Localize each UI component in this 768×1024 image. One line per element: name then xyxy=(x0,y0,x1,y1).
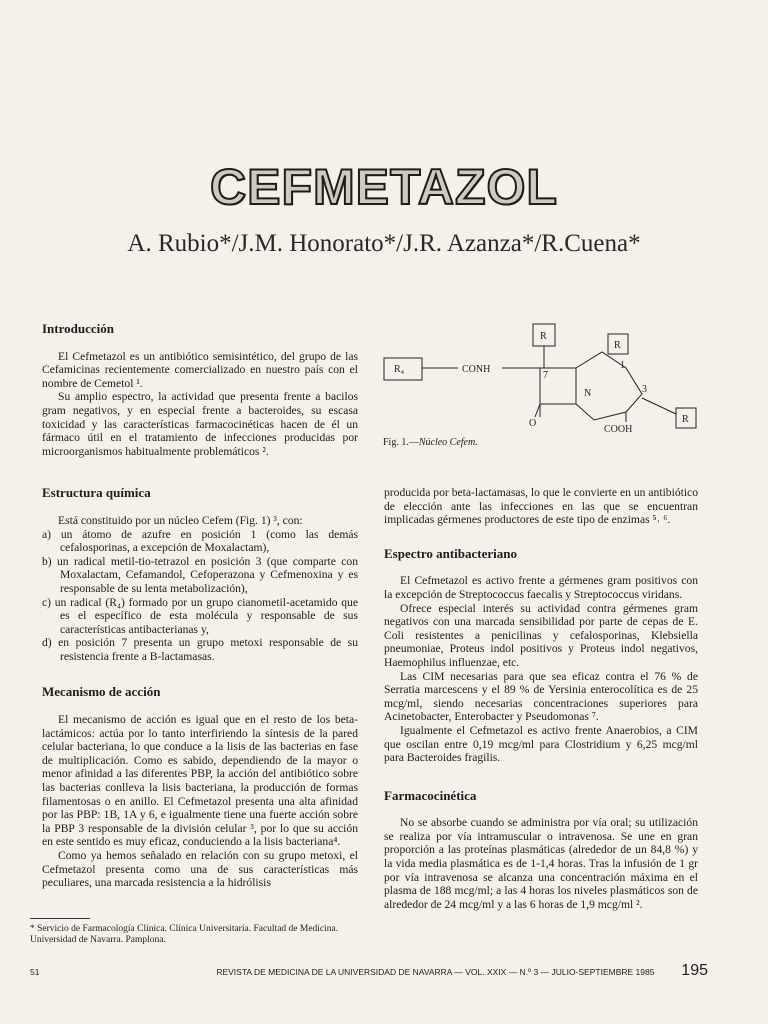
footnote-rule xyxy=(30,918,90,919)
espectro-paragraph: El Cefmetazol es activo frente a gérmenes gram positivos con la excepción de Streptococcus faecalis y Streptococcus viridans. xyxy=(384,574,698,601)
journal-line: REVISTA DE MEDICINA DE LA UNIVERSIDAD DE NAVARRA — VOL. XXIX — N.º 3 — JULIO-SEPTIEMBRE 1985 xyxy=(216,967,655,977)
continuation-paragraph: producida por beta-lactamasas, lo que le convierte en un antibiótico de elección ante las infecciones en las que se encuentran implicadas gérmenes productores de este tipo de enzimas ⁵˒ ⁶. xyxy=(384,486,698,527)
r-bottom-label: R xyxy=(682,414,689,425)
position-7-label: 7 xyxy=(543,370,548,381)
espectro-paragraph: Las CIM necesarias para que sea eficaz contra el 76 % de Serratia marcescens y el 89 % de Yersinia enterocolítica es de 25 mcg/ml, siendo necesarias concentraciones superiores para Acinetobacter, Enterobacter y Pseudomonas ⁷. xyxy=(384,669,698,724)
intro-heading: Introducción xyxy=(42,321,114,336)
right-column xyxy=(384,486,698,911)
dihydrothiazine-ring xyxy=(576,352,642,420)
estructura-list xyxy=(42,528,358,664)
figure-caption xyxy=(383,437,478,448)
mecanismo-heading: Mecanismo de acción xyxy=(42,684,161,700)
espectro-paragraph: Igualmente el Cefmetazol es activo frente Anaerobios, a CIM que oscilan entre 0,19 mcg/ml para Clostridium y 6,25 mcg/ml para Bacteroides fragilis. xyxy=(384,723,698,765)
list-item: c) un radical (R₄) formado por un grupo cianometil-acetamido que es el específico de esta molécula y responsable de sus características antibacterianas y, xyxy=(42,595,358,636)
left-column xyxy=(42,322,358,890)
oxygen-label: O xyxy=(529,418,537,429)
figure-caption-number: Fig. 1.— xyxy=(383,437,419,448)
r-top-label: R xyxy=(540,331,547,342)
footnote-text: * Servicio de Farmacología Clínica. Clínica Universitaria. Facultad de Medicina. Universidad de Navarra. Pamplona. xyxy=(30,924,339,945)
figure-caption-text: Núcleo Cefem. xyxy=(418,437,478,448)
conh-label: CONH xyxy=(462,364,491,375)
position-3-label: 3 xyxy=(642,384,647,395)
article-authors: A. Rubio*/J.M. Honorato*/J.R. Azanza*/R.Cuena* xyxy=(127,230,641,257)
mecanismo-paragraph: Como ya hemos señalado en relación con su grupo metoxi, el Cefmetazol presenta como una de sus características más peculiares, una marcada resistencia a la hidrólisis xyxy=(42,849,358,890)
page-footer xyxy=(30,962,708,980)
farmacocinetica-paragraph: No se absorbe cuando se administra por vía oral; su utilización se realiza por vía intramuscular o intravenosa. Se une en gran proporción a las proteínas plasmáticas (alrededor de un 84,8 %) y la vida media plasmática es de 1-1,4 horas. Tras la infusión de 1 gr por vía intravenosa se alcanza una concentración máxima en el plasma de 188 mcg/ml; a las 4 horas los niveles plasmáticos son de alrededor de 24 mcg/ml y a las 6 horas de 1,9 mcg/ml ². xyxy=(384,816,698,911)
list-item: b) un radical metil-tio-tetrazol en posición 3 (que comparte con Moxalactam, Cefamandol, Cefoperazona y Cefmenoxina y es responsable de su lenta metabolización), xyxy=(42,554,358,595)
bond xyxy=(642,398,676,414)
list-item: d) en posición 7 presenta un grupo metoxi responsable de su resistencia frente a B-lactamasas. xyxy=(42,636,358,663)
intro-paragraph: El Cefmetazol es un antibiótico semisintético, del grupo de las Cefamicinas recientemente comercializado en nuestro país con el nombre de Cemetol ¹. xyxy=(42,349,358,390)
nitrogen-label: N xyxy=(584,388,592,399)
mecanismo-paragraph: El mecanismo de acción es igual que en el resto de los beta-lactámicos: actúa por lo tanto interfiriendo la síntesis de la pared celular bacteriana, lo que conduce a la lisis de las bacterias en fase de multiplicación. Como es sabido, dependiendo de la mayor o menor afinidad a las diferentes PBP, la acción del antibiótico sobre las bacterias conlleva la lisis bacteriana, la producción de formas filamentosas o en anillo. El Cefmetazol presenta una alta afinidad por las PBP: 1B, 1A y 6, e igualmente tiene una fuerte acción sobre la PBP 3 responsable de la división celular ³, por lo que su acción en este sentido es muy eficaz, conduciendo a la lisis bacteriana⁴. xyxy=(42,713,358,849)
intro-paragraph: Su amplio espectro, la actividad que presenta frente a bacilos gram negativos, y en especial frente a bacteroides, su escasa toxicidad y las características farmacocinéticas hacen de él un fármaco útil en el tratamiento de infecciones producidas por microorganismos habitualmente problemáticos ². xyxy=(42,390,358,458)
farmacocinetica-heading: Farmacocinética xyxy=(384,787,477,803)
estructura-paragraph: Está constituido por un núcleo Cefem (Fig. 1) ³, con: xyxy=(58,513,303,527)
list-item: a) un átomo de azufre en posición 1 (como las demás cefalosporinas, a excepción de Moxalactam), xyxy=(42,527,358,555)
espectro-heading: Espectro antibacteriano xyxy=(384,545,517,561)
cefem-nucleus-figure xyxy=(380,322,710,454)
page-number: 195 xyxy=(681,962,708,979)
carbonyl-bond xyxy=(535,404,540,417)
footer-left-number: 51 xyxy=(30,967,40,977)
r-right-label: R xyxy=(614,340,621,351)
article-title: CEFMETAZOL xyxy=(210,159,558,215)
footnote xyxy=(30,918,360,946)
estructura-heading: Estructura química xyxy=(42,485,151,501)
position-1-label: 1 xyxy=(620,360,625,371)
r4-label: R₄ xyxy=(394,364,405,375)
cooh-label: COOH xyxy=(604,424,633,435)
espectro-paragraph: Ofrece especial interés su actividad contra gérmenes gram negativos con una marcada sensibilidad por parte de cepas de E. Coli resistentes a penicilinas y cefalosporinas, Klebsiella pneumoniae, Proteus indol positivos y Proteus indol negativos, Haemophilus influenzae, etc. xyxy=(384,601,698,669)
